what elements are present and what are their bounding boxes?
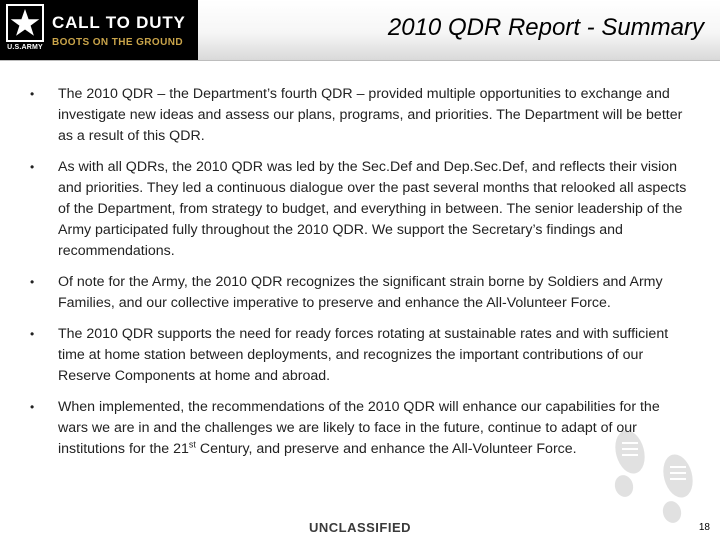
call-to-duty-logo <box>0 0 198 60</box>
slide-header <box>0 0 720 61</box>
bullet-text-before: When implemented, the recommendations of the 2010 QDR will enhance our capabilities for the wars we are in and the challenges we are likely to face in the future, continue to adapt of our institutions for the 21 <box>58 399 660 457</box>
page-number: 18 <box>698 522 710 533</box>
bullet-item <box>30 157 692 262</box>
logo-subtitle: BOOTS ON THE GROUND <box>52 37 183 48</box>
army-label: U.S.ARMY <box>7 44 43 51</box>
bullet-item <box>30 84 692 147</box>
slide-title: 2010 QDR Report - Summary <box>387 14 704 41</box>
bullet-marker: • <box>30 275 35 289</box>
bullet-superscript: st <box>188 439 196 450</box>
bullet-text: As with all QDRs, the 2010 QDR was led by the Sec.Def and Dep.Sec.Def, and reflects their vision and priorities. They led a continuous dialogue over the past several months that relooked all aspects of the Department, from strategy to budget, and everything in between. The senior leadership of the Army participated fully throughout the 2010 QDR. We support the Secretary’s findings and recommendations. <box>58 159 687 259</box>
bullet-text: The 2010 QDR supports the need for ready forces rotating at sustainable rates and with sufficient time at home station between deployments, and recognizes the important contributions of our Reserve Components at home and abroad. <box>58 326 669 384</box>
bullet-item <box>30 324 692 387</box>
army-logo <box>6 4 44 56</box>
bullet-list <box>30 84 692 470</box>
bullet-item <box>30 272 692 314</box>
logo-title: CALL TO DUTY <box>52 13 186 32</box>
bullet-text: Of note for the Army, the 2010 QDR recognizes the significant strain borne by Soldiers and Army Families, and our collective imperative to preserve and enhance the All-Volunteer Force. <box>58 274 663 311</box>
classification-label: UNCLASSIFIED <box>308 520 412 535</box>
bullet-marker: • <box>30 160 35 174</box>
boot-prints-icon <box>590 424 710 534</box>
bullet-text <box>58 399 660 457</box>
bullet-marker: • <box>30 87 35 101</box>
bullet-text: The 2010 QDR – the Department’s fourth QDR – provided multiple opportunities to exchange and investigate new ideas and assess our plans, programs, and priorities. The Department will be better as a result of this QDR. <box>58 86 683 144</box>
bullet-marker: • <box>30 400 35 414</box>
bullet-marker: • <box>30 327 35 341</box>
army-star-icon <box>6 4 44 42</box>
bullet-text-after: Century, and preserve and enhance the All-Volunteer Force. <box>195 441 577 457</box>
